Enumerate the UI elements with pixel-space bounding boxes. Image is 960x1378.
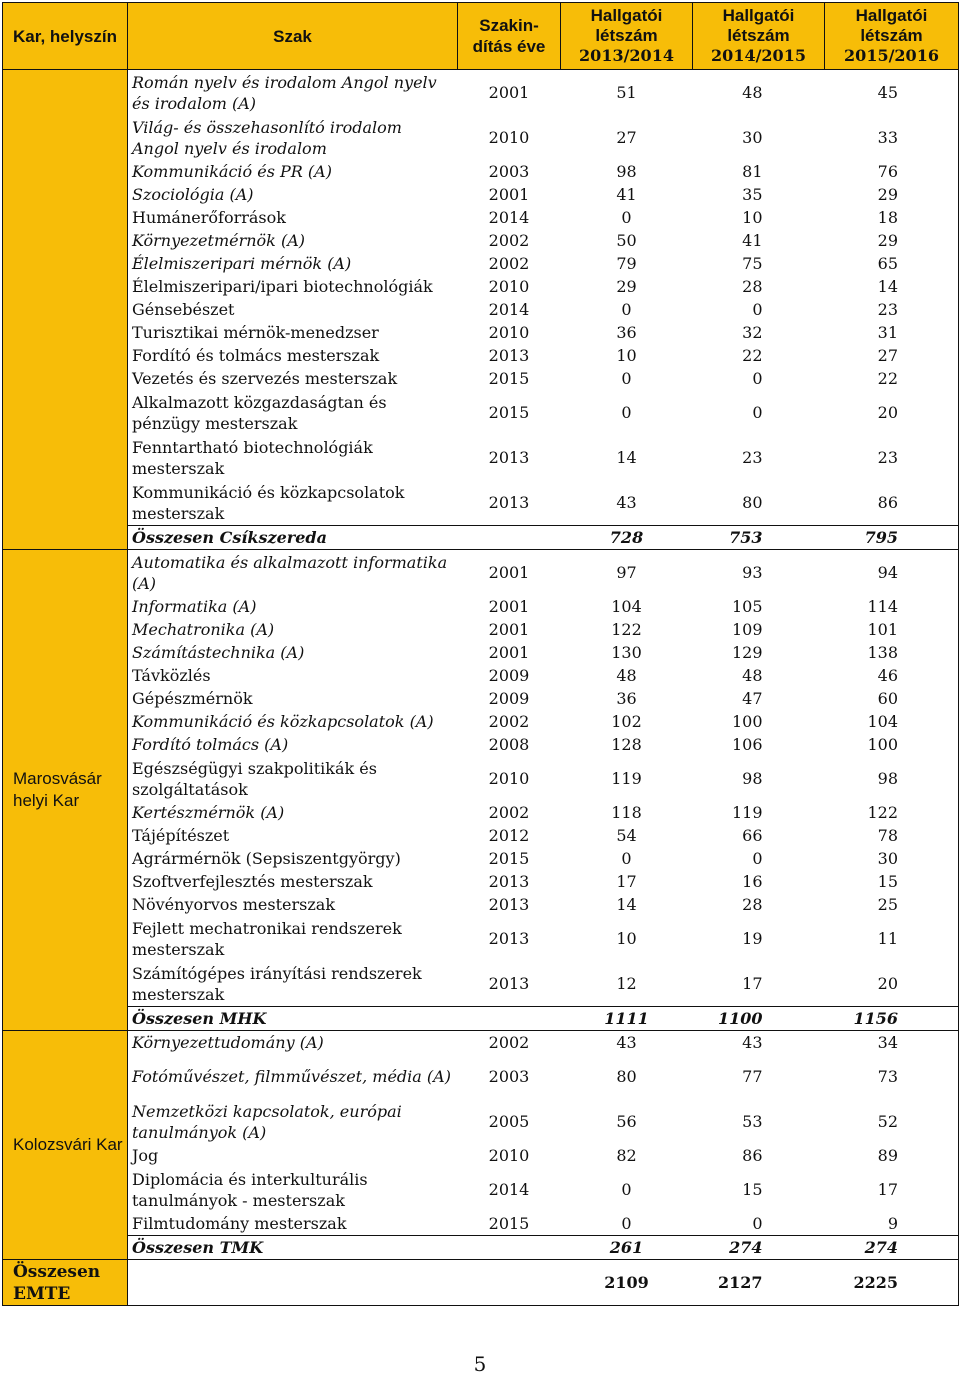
count-2013-2014: 17 [616, 872, 637, 891]
program-name: Automatika és alkalmazott informatika (A) [128, 550, 458, 596]
program-name: Fejlett mechatronikai rendszerek mesterszak [128, 916, 458, 961]
location-cell-tmk: Kolozsvári Kar [3, 1031, 128, 1260]
location-cell-mhk: Marosvásár helyi Kar [3, 550, 128, 1031]
table-row [3, 824, 959, 847]
program-name: Szociológia (A) [128, 183, 458, 206]
start-year: 2013 [488, 974, 530, 993]
count-2014-2015: 106 [731, 735, 763, 754]
start-year: 2002 [488, 803, 530, 822]
count-2014-2015: 105 [731, 597, 763, 616]
start-year: 2009 [488, 689, 530, 708]
count-2014-2015: 86 [742, 1146, 763, 1165]
header-year-2 [693, 3, 825, 70]
start-year: 2001 [488, 83, 530, 102]
start-year: 2002 [488, 712, 530, 731]
count-2013-2014: 50 [616, 231, 637, 250]
table-row [3, 321, 959, 344]
count-2014-2015: 66 [742, 826, 763, 845]
header-year-1-l3: 2013/2014 [579, 46, 674, 65]
start-year [458, 1236, 561, 1260]
count-2014-2015: 30 [742, 128, 763, 147]
program-name: Összesen TMK [128, 1236, 458, 1260]
program-name: Mechatronika (A) [128, 618, 458, 641]
table-row [3, 870, 959, 893]
program-name: Génsebészet [128, 298, 458, 321]
table-row [3, 390, 959, 435]
location-cell-emte: Összesen EMTE [3, 1260, 128, 1306]
program-name: Fordító és tolmács mesterszak [128, 344, 458, 367]
table-row [3, 893, 959, 916]
program-name: Kommunikáció és PR (A) [128, 160, 458, 183]
count-2013-2014: 0 [621, 300, 632, 319]
count-2015-2016: 30 [825, 847, 959, 870]
count-2015-2016: 15 [825, 870, 959, 893]
count-2013-2014: 12 [616, 974, 637, 993]
count-2015-2016: 138 [825, 641, 959, 664]
count-2014-2015: 0 [752, 849, 763, 868]
count-2015-2016: 25 [825, 893, 959, 916]
start-year [458, 1260, 561, 1306]
start-year: 2013 [488, 895, 530, 914]
table-body [3, 70, 959, 1306]
count-2013-2014: 1111 [561, 1007, 693, 1031]
count-2014-2015: 109 [731, 620, 763, 639]
start-year: 2015 [488, 403, 530, 422]
table-row [3, 1099, 959, 1144]
count-2014-2015: 22 [742, 346, 763, 365]
count-2015-2016: 114 [825, 595, 959, 618]
count-2013-2014: 27 [616, 128, 637, 147]
count-2014-2015: 19 [742, 929, 763, 948]
program-name: Számítástechnika (A) [128, 641, 458, 664]
count-2015-2016: 23 [825, 435, 959, 480]
program-name: Fotóművészet, filmművészet, média (A) [128, 1054, 458, 1099]
count-2014-2015: 0 [752, 1214, 763, 1233]
start-year: 2014 [488, 208, 530, 227]
header-year-2-l1: Hallgatói [722, 6, 795, 25]
start-year: 2005 [488, 1112, 530, 1131]
count-2015-2016: 52 [825, 1099, 959, 1144]
program-name: Vezetés és szervezés mesterszak [128, 367, 458, 390]
program-name: Diplomácia és interkulturális tanulmányok - mesterszak [128, 1167, 458, 1212]
count-2015-2016: 98 [825, 756, 959, 801]
count-2014-2015: 80 [742, 493, 763, 512]
count-2013-2014: 43 [616, 493, 637, 512]
count-2013-2014: 36 [616, 689, 637, 708]
count-2014-2015: 119 [731, 803, 763, 822]
table-row [3, 1144, 959, 1167]
count-2014-2015: 41 [742, 231, 763, 250]
count-2013-2014: 29 [616, 277, 637, 296]
start-year: 2009 [488, 666, 530, 685]
count-2013-2014: 0 [621, 849, 632, 868]
header-kar: Kar, helyszín [3, 3, 128, 70]
count-2014-2015: 0 [752, 403, 763, 422]
start-year: 2013 [488, 929, 530, 948]
count-2013-2014: 14 [616, 448, 637, 467]
count-2014-2015: 2127 [693, 1260, 825, 1306]
start-year: 2014 [488, 300, 530, 319]
start-year: 2001 [488, 597, 530, 616]
count-2015-2016: 14 [825, 275, 959, 298]
header-year-1 [561, 3, 693, 70]
start-year: 2010 [488, 128, 530, 147]
start-year [458, 526, 561, 550]
count-2015-2016: 34 [825, 1031, 959, 1055]
count-2014-2015: 100 [731, 712, 763, 731]
program-name: Összesen Csíkszereda [128, 526, 458, 550]
count-2014-2015: 0 [752, 369, 763, 388]
start-year: 2002 [488, 254, 530, 273]
table-row [3, 961, 959, 1007]
count-2015-2016: 20 [825, 961, 959, 1007]
header-year-2-l3: 2014/2015 [711, 46, 806, 65]
count-2013-2014: 43 [616, 1033, 637, 1052]
table-row [3, 435, 959, 480]
count-2013-2014: 118 [611, 803, 642, 822]
count-2015-2016: 17 [825, 1167, 959, 1212]
start-year: 2001 [488, 185, 530, 204]
count-2013-2014: 2109 [561, 1260, 693, 1306]
count-2014-2015: 15 [742, 1180, 763, 1199]
table-row [3, 1260, 959, 1306]
count-2015-2016: 29 [825, 183, 959, 206]
header-year-1-l2: létszám [595, 26, 658, 45]
count-2014-2015: 23 [742, 448, 763, 467]
program-name: Élelmiszeripari mérnök (A) [128, 252, 458, 275]
table-row [3, 595, 959, 618]
count-2015-2016: 45 [825, 70, 959, 116]
start-year: 2015 [488, 1214, 530, 1233]
count-2015-2016: 29 [825, 229, 959, 252]
count-2014-2015: 17 [742, 974, 763, 993]
program-name: Környezetmérnök (A) [128, 229, 458, 252]
program-name: Szoftverfejlesztés mesterszak [128, 870, 458, 893]
count-2014-2015: 274 [693, 1236, 825, 1260]
table-row [3, 229, 959, 252]
count-2014-2015: 753 [693, 526, 825, 550]
count-2015-2016: 795 [825, 526, 959, 550]
count-2014-2015: 1100 [693, 1007, 825, 1031]
start-year: 2013 [488, 493, 530, 512]
program-name: Informatika (A) [128, 595, 458, 618]
table-row [3, 733, 959, 756]
table-row [3, 1167, 959, 1212]
count-2013-2014: 80 [616, 1067, 637, 1086]
count-2014-2015: 16 [742, 872, 763, 891]
count-2015-2016: 89 [825, 1144, 959, 1167]
count-2013-2014: 41 [616, 185, 637, 204]
program-name: Román nyelv és irodalom Angol nyelv és irodalom (A) [128, 70, 458, 116]
count-2014-2015: 47 [742, 689, 763, 708]
program-name: Jog [128, 1144, 458, 1167]
count-2014-2015: 10 [742, 208, 763, 227]
count-2014-2015: 98 [742, 769, 763, 788]
program-name: Kommunikáció és közkapcsolatok (A) [128, 710, 458, 733]
count-2015-2016: 73 [825, 1054, 959, 1099]
count-2015-2016: 94 [825, 550, 959, 596]
count-2014-2015: 53 [742, 1112, 763, 1131]
count-2014-2015: 93 [742, 563, 763, 582]
program-name: Agrármérnök (Sepsiszentgyörgy) [128, 847, 458, 870]
table-row [3, 847, 959, 870]
count-2013-2014: 14 [616, 895, 637, 914]
enrollment-table [2, 2, 959, 1306]
count-2014-2015: 35 [742, 185, 763, 204]
table-row [3, 298, 959, 321]
count-2014-2015: 0 [752, 300, 763, 319]
count-2015-2016: 11 [825, 916, 959, 961]
count-2015-2016: 9 [825, 1212, 959, 1236]
count-2013-2014: 97 [616, 563, 637, 582]
table-row [3, 664, 959, 687]
count-2014-2015: 43 [742, 1033, 763, 1052]
count-2013-2014: 128 [611, 735, 642, 754]
count-2015-2016: 46 [825, 664, 959, 687]
count-2013-2014: 261 [561, 1236, 693, 1260]
count-2015-2016: 104 [825, 710, 959, 733]
program-name: Világ- és összehasonlító irodalom Angol nyelv és irodalom [128, 115, 458, 160]
count-2015-2016: 100 [825, 733, 959, 756]
count-2013-2014: 0 [621, 1214, 632, 1233]
start-year: 2001 [488, 643, 530, 662]
table-row [3, 618, 959, 641]
table-row [3, 115, 959, 160]
table-row [3, 160, 959, 183]
count-2015-2016: 23 [825, 298, 959, 321]
start-year: 2013 [488, 346, 530, 365]
header-year-3-l1: Hallgatói [855, 6, 928, 25]
count-2014-2015: 77 [742, 1067, 763, 1086]
start-year: 2013 [488, 872, 530, 891]
header-year-2-l2: létszám [727, 26, 790, 45]
start-year: 2010 [488, 769, 530, 788]
count-2015-2016: 60 [825, 687, 959, 710]
count-2013-2014: 54 [616, 826, 637, 845]
start-year: 2012 [488, 826, 530, 845]
program-name: Növényorvos mesterszak [128, 893, 458, 916]
count-2015-2016: 86 [825, 480, 959, 526]
program-name: Élelmiszeripari/ipari biotechnológiák [128, 275, 458, 298]
table-row [3, 641, 959, 664]
table-row [3, 206, 959, 229]
start-year: 2015 [488, 849, 530, 868]
start-year: 2001 [488, 620, 530, 639]
program-name: Kertészmérnök (A) [128, 801, 458, 824]
count-2015-2016: 122 [825, 801, 959, 824]
header-year-3-l3: 2015/2016 [844, 46, 939, 65]
table-row [3, 687, 959, 710]
table-row [3, 710, 959, 733]
header-year-1-l1: Hallgatói [590, 6, 663, 25]
count-2013-2014: 36 [616, 323, 637, 342]
count-2015-2016: 101 [825, 618, 959, 641]
count-2013-2014: 51 [616, 83, 637, 102]
count-2013-2014: 48 [616, 666, 637, 685]
count-2014-2015: 48 [742, 83, 763, 102]
table-row [3, 252, 959, 275]
start-year: 2010 [488, 1146, 530, 1165]
program-name: Kommunikáció és közkapcsolatok mesterszak [128, 480, 458, 526]
count-2015-2016: 274 [825, 1236, 959, 1260]
program-name: Tájépítészet [128, 824, 458, 847]
count-2013-2014: 728 [561, 526, 693, 550]
count-2014-2015: 81 [742, 162, 763, 181]
program-name: Humánerőforrások [128, 206, 458, 229]
program-name [128, 1260, 458, 1306]
start-year: 2002 [488, 1033, 530, 1052]
count-2015-2016: 20 [825, 390, 959, 435]
count-2014-2015: 28 [742, 277, 763, 296]
program-name: Nemzetközi kapcsolatok, európai tanulmányok (A) [128, 1099, 458, 1144]
count-2015-2016: 1156 [825, 1007, 959, 1031]
header-ev: Szakin-dítás éve [458, 3, 561, 70]
count-2013-2014: 10 [616, 346, 637, 365]
table-row [3, 70, 959, 116]
count-2015-2016: 22 [825, 367, 959, 390]
table-row [3, 1212, 959, 1236]
program-name: Fenntartható biotechnológiák mesterszak [128, 435, 458, 480]
start-year: 2010 [488, 323, 530, 342]
count-2013-2014: 119 [611, 769, 642, 788]
count-2015-2016: 78 [825, 824, 959, 847]
start-year: 2010 [488, 277, 530, 296]
location-cell-csik [3, 70, 128, 550]
table-row [3, 1007, 959, 1031]
count-2014-2015: 28 [742, 895, 763, 914]
count-2013-2014: 0 [621, 369, 632, 388]
count-2013-2014: 0 [621, 403, 632, 422]
start-year: 2003 [488, 1067, 530, 1086]
count-2015-2016: 18 [825, 206, 959, 229]
start-year: 2001 [488, 563, 530, 582]
count-2013-2014: 122 [611, 620, 642, 639]
count-2013-2014: 10 [616, 929, 637, 948]
count-2014-2015: 129 [731, 643, 763, 662]
table-row [3, 1236, 959, 1260]
table-row [3, 1031, 959, 1055]
table-row [3, 526, 959, 550]
count-2013-2014: 0 [621, 208, 632, 227]
program-name: Alkalmazott közgazdaságtan és pénzügy mesterszak [128, 390, 458, 435]
program-name: Összesen MHK [128, 1007, 458, 1031]
count-2014-2015: 75 [742, 254, 763, 273]
table-row [3, 801, 959, 824]
program-name: Távközlés [128, 664, 458, 687]
program-name: Turisztikai mérnök-menedzser [128, 321, 458, 344]
table-row [3, 480, 959, 526]
program-name: Egészségügyi szakpolitikák és szolgáltatások [128, 756, 458, 801]
count-2013-2014: 56 [616, 1112, 637, 1131]
start-year: 2008 [488, 735, 530, 754]
count-2013-2014: 0 [621, 1180, 632, 1199]
count-2014-2015: 32 [742, 323, 763, 342]
count-2015-2016: 2225 [825, 1260, 959, 1306]
count-2013-2014: 102 [611, 712, 642, 731]
table-row [3, 550, 959, 596]
program-name: Gépészmérnök [128, 687, 458, 710]
count-2015-2016: 65 [825, 252, 959, 275]
header-row [3, 3, 959, 70]
table-row [3, 275, 959, 298]
start-year: 2003 [488, 162, 530, 181]
program-name: Fordító tolmács (A) [128, 733, 458, 756]
program-name: Környezettudomány (A) [128, 1031, 458, 1055]
count-2013-2014: 104 [611, 597, 642, 616]
page-number: 5 [473, 1352, 487, 1376]
table-row [3, 344, 959, 367]
count-2015-2016: 31 [825, 321, 959, 344]
header-szak: Szak [128, 3, 458, 70]
table-row [3, 367, 959, 390]
program-name: Számítógépes irányítási rendszerek mesterszak [128, 961, 458, 1007]
count-2014-2015: 48 [742, 666, 763, 685]
table-row [3, 916, 959, 961]
start-year: 2015 [488, 369, 530, 388]
header-year-3-l2: létszám [860, 26, 923, 45]
count-2013-2014: 130 [611, 643, 642, 662]
program-name: Filmtudomány mesterszak [128, 1212, 458, 1236]
count-2013-2014: 79 [616, 254, 637, 273]
count-2013-2014: 82 [616, 1146, 637, 1165]
count-2015-2016: 33 [825, 115, 959, 160]
count-2015-2016: 76 [825, 160, 959, 183]
start-year: 2002 [488, 231, 530, 250]
start-year [458, 1007, 561, 1031]
count-2015-2016: 27 [825, 344, 959, 367]
count-2013-2014: 98 [616, 162, 637, 181]
table-row [3, 756, 959, 801]
table-row [3, 183, 959, 206]
start-year: 2013 [488, 448, 530, 467]
start-year: 2014 [488, 1180, 530, 1199]
header-year-3 [825, 3, 959, 70]
table-row [3, 1054, 959, 1099]
